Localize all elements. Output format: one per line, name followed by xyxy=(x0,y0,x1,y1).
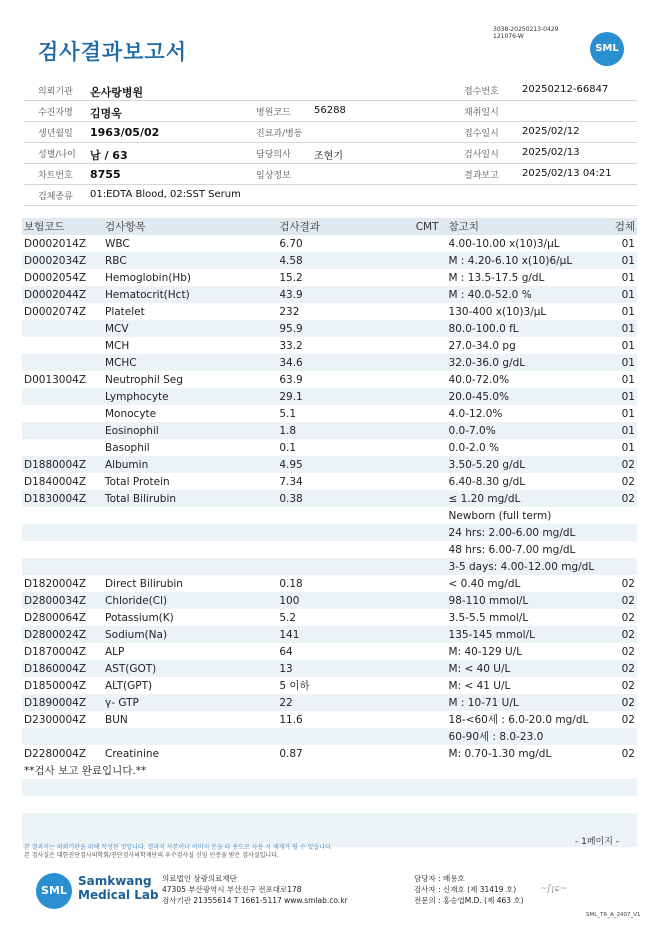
reference-cell: 48 hrs: 6.00-7.00 mg/dL xyxy=(448,543,576,556)
result-cell xyxy=(277,558,382,575)
footer-brand xyxy=(78,874,159,902)
specimen-cell: 02 xyxy=(612,660,638,677)
test-item-cell: Hematocrit(Hct) xyxy=(103,286,277,303)
result-cell: 43.9 xyxy=(277,286,382,303)
specimen-cell: 01 xyxy=(612,286,638,303)
cmt-cell xyxy=(383,728,447,745)
signature-image: ~ʃʅɕ~ xyxy=(540,884,568,894)
sml-logo: SML xyxy=(590,32,624,66)
info-row-1 xyxy=(24,80,637,101)
result-cell xyxy=(277,507,382,524)
reference-cell: 18-<60세 : 6.0-20.0 mg/dL xyxy=(448,714,589,726)
col-test-item: 검사항목 xyxy=(103,218,277,235)
reference-cell: 80.0-100.0 fL xyxy=(447,320,612,337)
reference-cell: M : 10-71 U/L xyxy=(447,694,612,711)
result-cell: 4.58 xyxy=(277,252,382,269)
cmt-cell xyxy=(383,524,447,541)
test-item-cell: Chloride(Cl) xyxy=(103,592,277,609)
footer-logo: SML xyxy=(36,873,72,909)
cmt-cell xyxy=(383,541,447,558)
reference-cell: 98-110 mmol/L xyxy=(447,592,612,609)
cmt-cell xyxy=(383,354,447,371)
cmt-cell xyxy=(383,711,447,728)
test-item-cell: Albumin xyxy=(103,456,277,473)
results-body xyxy=(22,235,637,762)
specimen-label: 검체종류 xyxy=(38,192,73,202)
cmt-cell xyxy=(383,371,447,388)
table-row xyxy=(22,694,637,711)
reference-cell: 130-400 x(10)3/μL xyxy=(448,305,547,318)
cmt-cell xyxy=(383,609,447,626)
result-cell: 34.6 xyxy=(277,354,382,371)
specimen-cell: 01 xyxy=(612,320,638,337)
insurance-code-cell xyxy=(22,422,103,439)
result-cell: 0.38 xyxy=(277,490,382,507)
specimen-cell: 02 xyxy=(621,611,635,624)
reference-cell: M: < 40 U/L xyxy=(447,660,612,677)
table-row xyxy=(22,609,637,626)
test-item-cell: MCHC xyxy=(103,354,277,371)
table-row xyxy=(22,745,637,762)
test-item-cell: Basophil xyxy=(105,441,150,454)
test-item-cell: BUN xyxy=(105,713,128,726)
test-item-cell xyxy=(103,541,277,558)
table-row xyxy=(22,711,637,728)
table-row xyxy=(22,422,637,439)
col-reference: 참고치 xyxy=(447,218,612,235)
result-cell: 29.1 xyxy=(277,388,382,405)
result-cell: 0.18 xyxy=(279,577,303,590)
reference-cell: 60-90세 : 8.0-23.0 xyxy=(447,728,612,745)
dob-value: 1963/05/02 xyxy=(90,126,160,139)
test-item-cell: Creatinine xyxy=(105,747,160,760)
table-row xyxy=(22,388,637,405)
col-cmt: CMT xyxy=(383,218,447,235)
reference-cell: M: < 41 U/L xyxy=(448,679,511,692)
table-row xyxy=(22,303,637,320)
table-row xyxy=(22,592,637,609)
specimen-cell: 01 xyxy=(612,388,638,405)
cmt-cell xyxy=(383,388,447,405)
table-row xyxy=(22,728,637,745)
cmt-cell xyxy=(383,490,447,507)
cmt-cell xyxy=(383,286,447,303)
specimen-cell xyxy=(612,728,638,745)
table-row xyxy=(22,439,637,456)
test-item-cell: Hemoglobin(Hb) xyxy=(105,271,192,284)
specimen-cell: 02 xyxy=(612,490,638,507)
insurance-code-cell: D2280004Z xyxy=(24,747,87,760)
cmt-cell xyxy=(383,660,447,677)
cmt-cell xyxy=(383,337,447,354)
insurance-code-cell xyxy=(22,558,103,575)
reception-date-value: 2025/02/12 xyxy=(522,126,580,137)
test-item-cell: Lymphocyte xyxy=(103,388,277,405)
specimen-cell: 01 xyxy=(612,422,638,439)
reference-cell: 0.0-7.0% xyxy=(447,422,612,439)
page-number: - 1페이지 - xyxy=(575,837,620,847)
reference-cell: 3-5 days: 4.00-12.00 mg/dL xyxy=(447,558,612,575)
reference-cell: < 0.40 mg/dL xyxy=(448,577,521,590)
hospital-code-value: 56288 xyxy=(314,105,346,116)
result-cell xyxy=(277,524,382,541)
specimen-cell: 02 xyxy=(612,694,638,711)
specimen-cell: 02 xyxy=(621,577,635,590)
specimen-value: 01:EDTA Blood, 02:SST Serum xyxy=(90,189,241,200)
footer-staff xyxy=(414,873,524,906)
insurance-code-cell xyxy=(22,337,103,354)
address-line1: 의료법인 삼광의료재단 xyxy=(162,874,237,883)
insurance-code-cell xyxy=(22,354,103,371)
insurance-code-cell: D0002074Z xyxy=(24,305,87,318)
test-item-cell: Total Bilirubin xyxy=(103,490,277,507)
table-row xyxy=(22,286,637,303)
info-row-3 xyxy=(24,122,637,143)
insurance-code-cell: D1860004Z xyxy=(22,660,103,677)
table-row xyxy=(22,473,637,490)
insurance-code-cell: D2300004Z xyxy=(24,713,87,726)
result-cell: 22 xyxy=(277,694,382,711)
table-row xyxy=(22,524,637,541)
result-cell: 95.9 xyxy=(277,320,382,337)
cmt-cell xyxy=(383,252,447,269)
result-cell xyxy=(277,541,382,558)
cmt-cell xyxy=(383,677,447,694)
cmt-cell xyxy=(383,745,447,762)
test-item-cell: Platelet xyxy=(105,305,145,318)
col-result: 검사결과 xyxy=(277,218,382,235)
reference-cell: 24 hrs: 2.00-6.00 mg/dL xyxy=(447,524,612,541)
sex-age-value: 남 / 63 xyxy=(90,149,128,162)
reception-no-label: 접수번호 xyxy=(464,87,499,97)
chart-value: 8755 xyxy=(90,168,121,181)
insurance-code-cell: D2800064Z xyxy=(24,611,87,624)
insurance-code-cell xyxy=(22,541,103,558)
doctor-value: 조현기 xyxy=(314,151,343,162)
info-row-4 xyxy=(24,143,637,164)
specimen-cell: 02 xyxy=(621,475,635,488)
specimen-cell: 02 xyxy=(612,456,638,473)
accreditation-notice: 본 검사실은 대한진단검사의학회/진단검사의학재단의 우수검사실 신임 인증을 받은 검사실입니다. xyxy=(24,852,279,859)
table-row xyxy=(22,677,637,694)
table-row xyxy=(22,575,637,592)
specimen-cell xyxy=(612,558,638,575)
address-line2: 47305 부산광역시 부산진구 전포대로178 xyxy=(162,885,302,894)
specimen-cell xyxy=(612,541,638,558)
result-cell: 11.6 xyxy=(279,713,303,726)
test-item-cell: WBC xyxy=(105,237,130,250)
blank-band xyxy=(22,796,637,813)
blank-band xyxy=(22,779,637,796)
test-item-cell: MCH xyxy=(105,339,130,352)
reception-date-label: 접수일시 xyxy=(464,129,499,139)
sex-age-label: 성별/나이 xyxy=(38,150,76,160)
result-cell: 13 xyxy=(277,660,382,677)
cmt-cell xyxy=(383,592,447,609)
table-row xyxy=(22,558,637,575)
cmt-cell xyxy=(383,626,447,643)
result-cell: 100 xyxy=(277,592,382,609)
insurance-code-cell: D0013004Z xyxy=(24,373,87,386)
table-row xyxy=(22,269,637,286)
clinical-label: 임상정보 xyxy=(256,171,291,181)
specimen-cell: 01 xyxy=(621,237,635,250)
test-item-cell xyxy=(103,524,277,541)
table-row xyxy=(22,337,637,354)
specimen-cell: 02 xyxy=(621,747,635,760)
staff-line3: 전문의 : 홍승엽M.D. (제 463 호) xyxy=(414,896,524,905)
insurance-code-cell: D1820004Z xyxy=(24,577,87,590)
cmt-cell xyxy=(383,575,447,592)
test-item-cell: MCV xyxy=(103,320,277,337)
cmt-cell xyxy=(383,456,447,473)
specimen-cell: 01 xyxy=(612,252,638,269)
reference-cell: 3.50-5.20 g/dL xyxy=(447,456,612,473)
insurance-code-cell xyxy=(22,388,103,405)
specimen-cell xyxy=(612,524,638,541)
document-code xyxy=(493,26,558,40)
insurance-code-cell xyxy=(22,405,103,422)
specimen-cell: 01 xyxy=(621,305,635,318)
test-item-cell: ALP xyxy=(105,645,125,658)
cmt-cell xyxy=(383,694,447,711)
test-item-cell: Neutrophil Seg xyxy=(105,373,183,386)
cmt-cell xyxy=(383,303,447,320)
result-cell: 141 xyxy=(277,626,382,643)
test-item-cell: Eosinophil xyxy=(103,422,277,439)
table-row xyxy=(22,541,637,558)
insurance-code-cell: D0002034Z xyxy=(22,252,103,269)
specimen-cell: 02 xyxy=(612,626,638,643)
col-insurance-code: 보험코드 xyxy=(22,218,103,235)
test-item-cell xyxy=(103,728,277,745)
result-cell: 5 이하 xyxy=(279,680,310,692)
report-label: 결과보고 xyxy=(464,171,499,181)
reference-cell: 6.40-8.30 g/dL xyxy=(448,475,526,488)
insurance-code-cell: D1880004Z xyxy=(22,456,103,473)
table-row xyxy=(22,320,637,337)
cmt-cell xyxy=(383,422,447,439)
result-cell: 4.95 xyxy=(277,456,382,473)
specimen-cell: 01 xyxy=(621,407,635,420)
cmt-cell xyxy=(383,558,447,575)
result-cell: 63.9 xyxy=(279,373,303,386)
test-item-cell: ALT(GPT) xyxy=(105,679,153,692)
result-cell: 6.70 xyxy=(279,237,303,250)
footer-address xyxy=(162,873,348,906)
table-row xyxy=(22,490,637,507)
dob-label: 생년월일 xyxy=(38,129,73,139)
specimen-cell: 02 xyxy=(612,592,638,609)
result-cell: 1.8 xyxy=(277,422,382,439)
specimen-cell: 01 xyxy=(621,441,635,454)
patient-value: 김명욱 xyxy=(90,107,122,120)
table-row xyxy=(22,660,637,677)
insurance-code-cell: D2800034Z xyxy=(22,592,103,609)
table-row xyxy=(22,371,637,388)
specimen-cell: 02 xyxy=(621,645,635,658)
table-row xyxy=(22,626,637,643)
specimen-cell: 01 xyxy=(612,354,638,371)
specimen-cell xyxy=(612,507,638,524)
result-cell xyxy=(277,728,382,745)
table-row xyxy=(22,252,637,269)
reference-cell: 3.5-5.5 mmol/L xyxy=(448,611,529,624)
patient-label: 수진자명 xyxy=(38,108,73,118)
cmt-cell xyxy=(383,269,447,286)
result-cell: 0.87 xyxy=(279,747,303,760)
test-item-cell: RBC xyxy=(103,252,277,269)
table-row xyxy=(22,507,637,524)
test-item-cell xyxy=(103,558,277,575)
reference-cell: ≤ 1.20 mg/dL xyxy=(447,490,612,507)
insurance-code-cell xyxy=(22,439,103,456)
insurance-code-cell: D0002014Z xyxy=(24,237,87,250)
table-row xyxy=(22,456,637,473)
dept-label: 진료과/병동 xyxy=(256,129,303,139)
brand-line2: Medical Lab xyxy=(78,888,159,902)
report-title: 검사결과보고서 xyxy=(38,40,188,64)
institution-label: 의뢰기관 xyxy=(38,87,73,97)
reference-cell: 32.0-36.0 g/dL xyxy=(447,354,612,371)
blank-band xyxy=(22,813,637,830)
document-code-line1: 3038-20250213-0429 xyxy=(493,26,559,33)
report-value: 2025/02/13 04:21 xyxy=(522,168,612,179)
result-cell: 33.2 xyxy=(279,339,303,352)
table-row xyxy=(22,354,637,371)
cmt-cell xyxy=(383,643,447,660)
hospital-code-label: 병원코드 xyxy=(256,108,291,118)
test-item-cell: Total Protein xyxy=(105,475,170,488)
reference-cell: 135-145 mmol/L xyxy=(447,626,612,643)
test-date-label: 검사일시 xyxy=(464,150,499,160)
cmt-cell xyxy=(383,507,447,524)
info-row-5 xyxy=(24,164,637,185)
reference-cell: M : 4.20-6.10 x(10)6/μL xyxy=(447,252,612,269)
specimen-cell: 01 xyxy=(621,271,635,284)
doctor-label: 담당의사 xyxy=(256,150,291,160)
staff-line1: 담당자 : 배용호 xyxy=(414,874,465,883)
test-item-cell: AST(GOT) xyxy=(103,660,277,677)
patient-info-panel xyxy=(24,80,637,206)
table-row xyxy=(22,643,637,660)
insurance-code-cell: D0002054Z xyxy=(24,271,87,284)
insurance-code-cell xyxy=(22,728,103,745)
cmt-cell xyxy=(383,439,447,456)
reference-cell: 20.0-45.0% xyxy=(447,388,612,405)
result-cell: 0.1 xyxy=(279,441,297,454)
reference-cell: 40.0-72.0% xyxy=(448,373,510,386)
reference-cell: 4.0-12.0% xyxy=(448,407,503,420)
reference-cell: 0.0-2.0 % xyxy=(448,441,500,454)
insurance-code-cell: D1890004Z xyxy=(22,694,103,711)
reference-cell: M: 40-129 U/L xyxy=(448,645,523,658)
cmt-cell xyxy=(383,473,447,490)
test-item-cell: γ- GTP xyxy=(103,694,277,711)
info-row-2 xyxy=(24,101,637,122)
col-specimen: 검체 xyxy=(612,218,638,235)
result-cell: 15.2 xyxy=(279,271,303,284)
insurance-code-cell xyxy=(22,320,103,337)
result-cell: 5.2 xyxy=(279,611,297,624)
institution-value: 온사랑병원 xyxy=(90,86,144,99)
test-item-cell xyxy=(103,507,277,524)
cmt-cell xyxy=(383,405,447,422)
specimen-cell: 02 xyxy=(621,713,635,726)
insurance-code-cell: D1830004Z xyxy=(22,490,103,507)
results-header-row xyxy=(22,218,637,235)
specimen-cell: 02 xyxy=(621,679,635,692)
specimen-cell: 01 xyxy=(621,339,635,352)
table-row xyxy=(22,235,637,252)
brand-line1: Samkwang xyxy=(78,874,152,888)
test-item-cell: Monocyte xyxy=(105,407,157,420)
cmt-cell xyxy=(383,320,447,337)
completion-message: **검사 보고 완료입니다.** xyxy=(24,765,147,777)
test-date-value: 2025/02/13 xyxy=(522,147,580,158)
form-code: SML_TR_A_2407_V1 xyxy=(586,912,641,918)
table-row xyxy=(22,405,637,422)
reference-cell: M : 13.5-17.5 g/dL xyxy=(448,271,545,284)
reception-no-value: 20250212-66847 xyxy=(522,84,609,95)
info-row-6 xyxy=(24,185,637,206)
result-cell: 5.1 xyxy=(279,407,297,420)
insurance-code-cell: D0002044Z xyxy=(22,286,103,303)
insurance-code-cell xyxy=(22,507,103,524)
test-item-cell: Sodium(Na) xyxy=(103,626,277,643)
result-cell: 232 xyxy=(279,305,300,318)
result-cell: 7.34 xyxy=(279,475,303,488)
reference-cell: M : 40.0-52.0 % xyxy=(447,286,612,303)
insurance-code-cell xyxy=(22,524,103,541)
usage-notice: 본 결과지는 의뢰기관을 위해 작성된 것입니다. 결과지 사본이나 이미지 등을 타 용도로 사용 시 제재가 될 수 있습니다. xyxy=(24,844,333,851)
cmt-cell xyxy=(383,235,447,252)
insurance-code-cell: D2800024Z xyxy=(22,626,103,643)
reference-cell: 27.0-34.0 pg xyxy=(448,339,516,352)
collection-label: 채취일시 xyxy=(464,108,499,118)
address-line3: 검사기관 21355614 T 1661-5117 www.smlab.co.kr xyxy=(162,896,348,905)
specimen-cell: 01 xyxy=(621,373,635,386)
test-item-cell: Direct Bilirubin xyxy=(105,577,183,590)
reference-cell: M: 0.70-1.30 mg/dL xyxy=(448,747,552,760)
insurance-code-cell: D1870004Z xyxy=(24,645,87,658)
insurance-code-cell: D1850004Z xyxy=(24,679,87,692)
result-cell: 64 xyxy=(279,645,293,658)
document-code-line2: 121076-W xyxy=(493,33,524,40)
results-table xyxy=(22,218,637,762)
insurance-code-cell: D1840004Z xyxy=(24,475,87,488)
staff-line2: 검사자 : 신재호 (제 31419 호) xyxy=(414,885,517,894)
chart-label: 차트번호 xyxy=(38,171,73,181)
reference-cell: Newborn (full term) xyxy=(448,509,552,522)
reference-cell: 4.00-10.00 x(10)3/μL xyxy=(448,237,560,250)
test-item-cell: Potassium(K) xyxy=(105,611,174,624)
